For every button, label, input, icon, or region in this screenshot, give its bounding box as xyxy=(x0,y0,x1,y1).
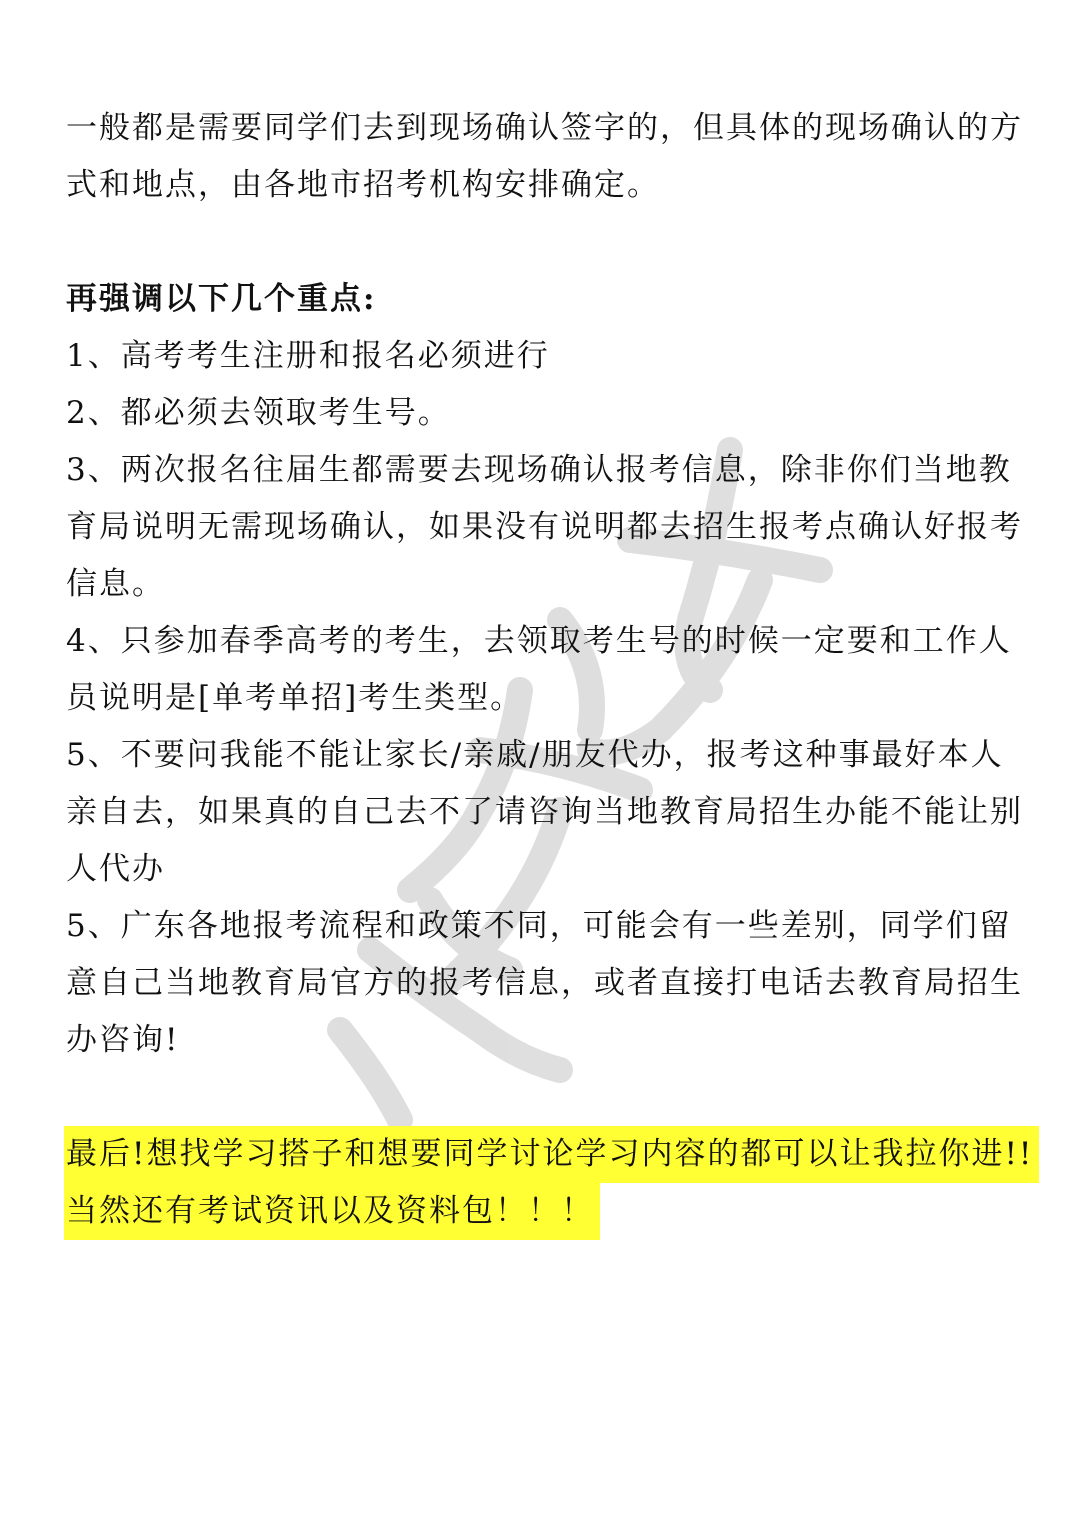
key-point-item: 5、不要问我能不能让家长/亲戚/朋友代办，报考这种事最好本人亲自去，如果真的自己去不了请咨询当地教育局招生办能不能让别人代办 xyxy=(66,737,1023,887)
intro-paragraph: 一般都是需要同学们去到现场确认签字的，但具体的现场确认的方式和地点，由各地市招考机构安排确定。 xyxy=(66,110,1023,203)
highlight-line: 最后!想找学习搭子和想要同学讨论学习内容的都可以让我拉你进!! xyxy=(64,1126,1039,1183)
highlight-callout xyxy=(66,1126,1034,1240)
key-point-item: 4、只参加春季高考的考生，去领取考生号的时候一定要和工作人员说明是[单考单招]考生类型。 xyxy=(66,623,1012,716)
key-points-heading: 再强调以下几个重点: xyxy=(66,281,377,317)
document-body xyxy=(66,100,1034,1240)
key-point-item: 2、都必须去领取考生号。 xyxy=(66,395,451,431)
key-point-item: 3、两次报名往届生都需要去现场确认报考信息，除非你们当地教育局说明无需现场确认，如果没有说明都去招生报考点确认好报考信息。 xyxy=(66,452,1023,602)
key-point-item: 5、广东各地报考流程和政策不同，可能会有一些差别，同学们留意自己当地教育局官方的报考信息，或者直接打电话去教育局招生办咨询! xyxy=(66,908,1023,1058)
highlight-line: 当然还有考试资讯以及资料包！！！ xyxy=(64,1183,600,1240)
blank-line xyxy=(66,214,1026,271)
key-point-item: 1、高考考生注册和报名必须进行 xyxy=(66,338,550,374)
